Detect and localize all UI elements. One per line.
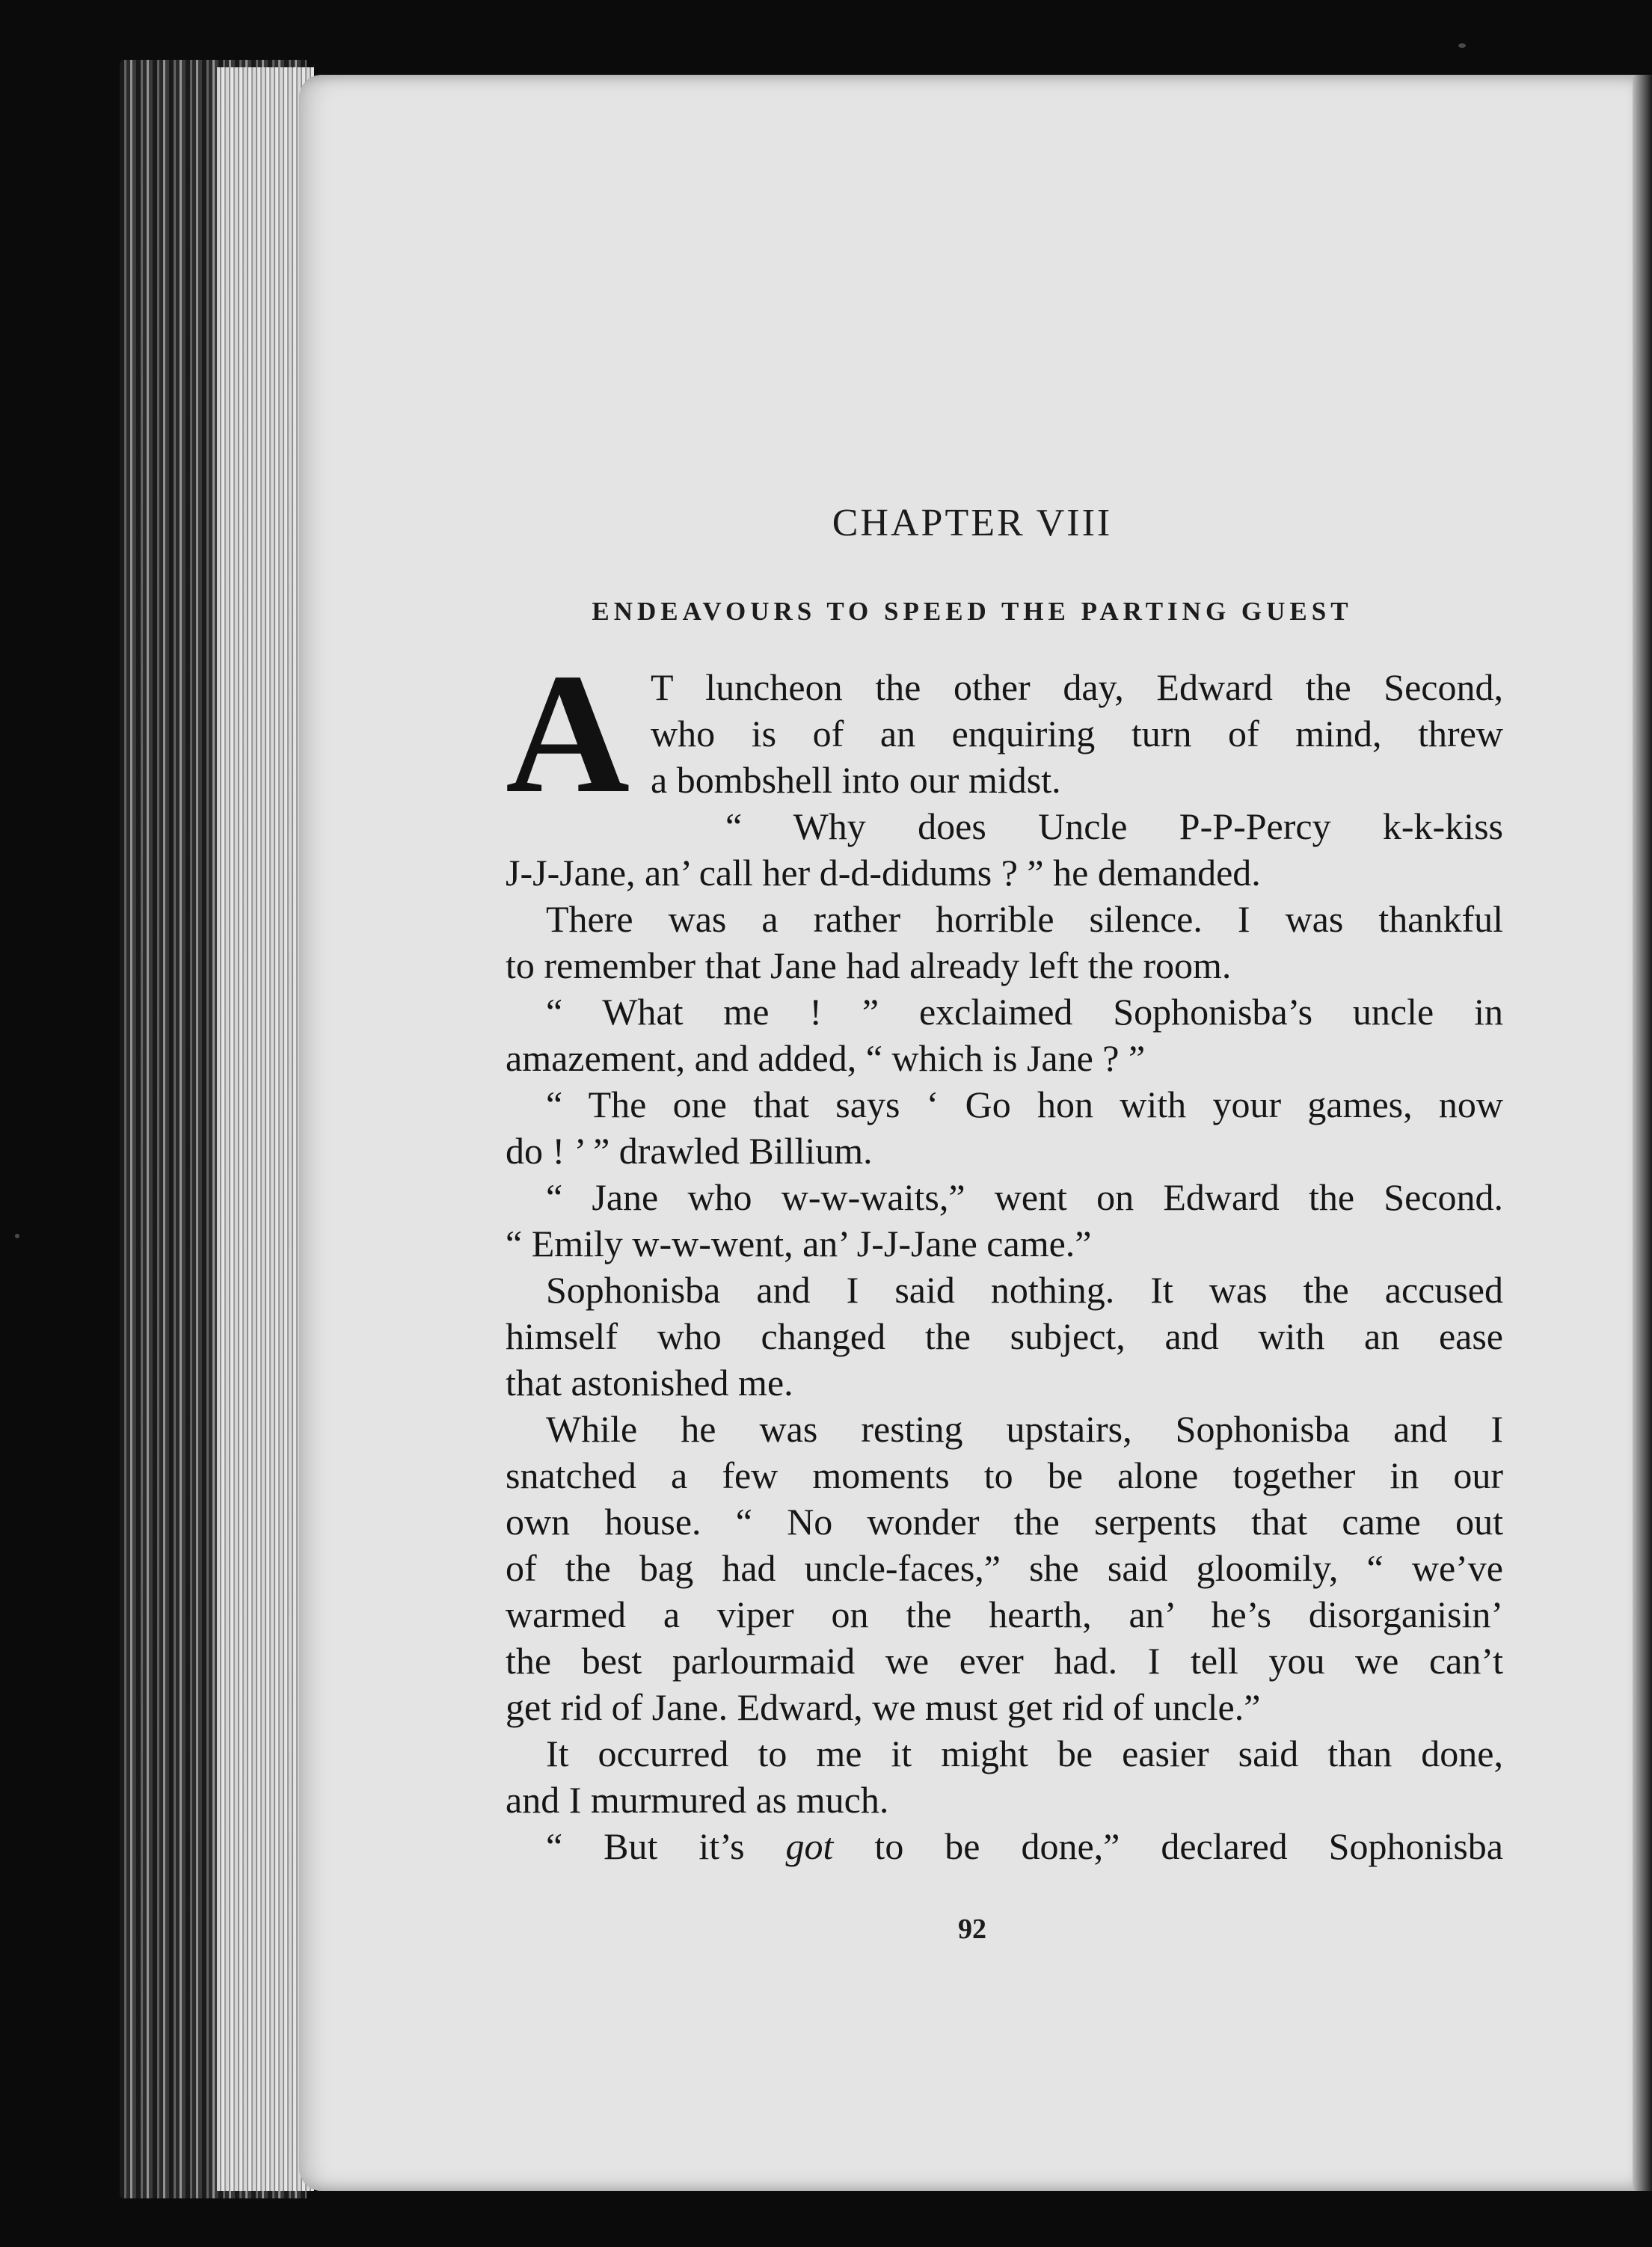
text-line: amazement, and added, “ which is Jane ? ” bbox=[506, 1037, 1146, 1079]
page-number: 92 bbox=[958, 1914, 986, 1945]
chapter-text bbox=[506, 638, 1503, 1869]
drop-cap-lines bbox=[651, 664, 1503, 803]
chapter-subtitle: ENDEAVOURS TO SPEED THE PARTING GUEST bbox=[592, 597, 1353, 626]
scan-speck bbox=[1458, 43, 1466, 48]
text-line: There was a rather horrible silence. I was thankful bbox=[546, 898, 1503, 940]
text-line: snatched a few moments to be alone together in our bbox=[506, 1454, 1503, 1496]
text-line: a bombshell into our midst. bbox=[651, 759, 1061, 801]
text-line: “ Emily w-w-went, an’ J-J-Jane came.” bbox=[506, 1223, 1092, 1264]
text-line: “ Why does Uncle P-P-Percy k-k-kiss bbox=[725, 805, 1503, 847]
text-line: the best parlourmaid we ever had. I tell you we can’t bbox=[506, 1640, 1503, 1682]
text-line: T luncheon the other day, Edward the Second, bbox=[651, 666, 1503, 708]
text-line-final bbox=[506, 1823, 1503, 1869]
text-line: Sophonisba and I said nothing. It was the accused bbox=[546, 1269, 1503, 1311]
text-line: While he was resting upstairs, Sophonisba and I bbox=[546, 1408, 1503, 1450]
text-line: who is of an enquiring turn of mind, threw bbox=[651, 713, 1503, 754]
emphasized-word: got bbox=[785, 1825, 834, 1867]
text-line: J-J-Jane, an’ call her d-d-didums ? ” he demanded. bbox=[506, 852, 1261, 894]
text-line: warmed a viper on the hearth, an’ he’s disorganisin’ bbox=[506, 1593, 1503, 1635]
text-line: and I murmured as much. bbox=[506, 1779, 889, 1821]
text-line: do ! ’ ” drawled Billium. bbox=[506, 1130, 873, 1172]
text-fragment: to be done,” declared Sophonisba bbox=[833, 1825, 1503, 1867]
text-line: of the bag had uncle-faces,” she said gloomily, “ we’ve bbox=[506, 1547, 1503, 1589]
text-line: that astonished me. bbox=[506, 1362, 793, 1404]
text-line: It occurred to me it might be easier said than done, bbox=[546, 1733, 1503, 1774]
scan-speck bbox=[15, 1234, 19, 1238]
text-line: get rid of Jane. Edward, we must get rid of uncle.” bbox=[506, 1686, 1261, 1728]
text-line: “ Jane who w-w-waits,” went on Edward the Second. bbox=[546, 1176, 1503, 1218]
text-line: himself who changed the subject, and with an ease bbox=[506, 1315, 1503, 1357]
text-line: own house. “ No wonder the serpents that came out bbox=[506, 1501, 1503, 1543]
text-line: “ The one that says ‘ Go hon with your games, now bbox=[546, 1083, 1503, 1125]
text-line: to remember that Jane had already left the room. bbox=[506, 944, 1232, 986]
text-line: “ What me ! ” exclaimed Sophonisba’s uncle in bbox=[546, 991, 1503, 1033]
page-right-edge bbox=[1633, 75, 1652, 2191]
text-fragment: “ But it’s bbox=[546, 1825, 786, 1867]
drop-cap-letter: A bbox=[506, 638, 630, 829]
chapter-title: CHAPTER VIII bbox=[832, 502, 1113, 544]
